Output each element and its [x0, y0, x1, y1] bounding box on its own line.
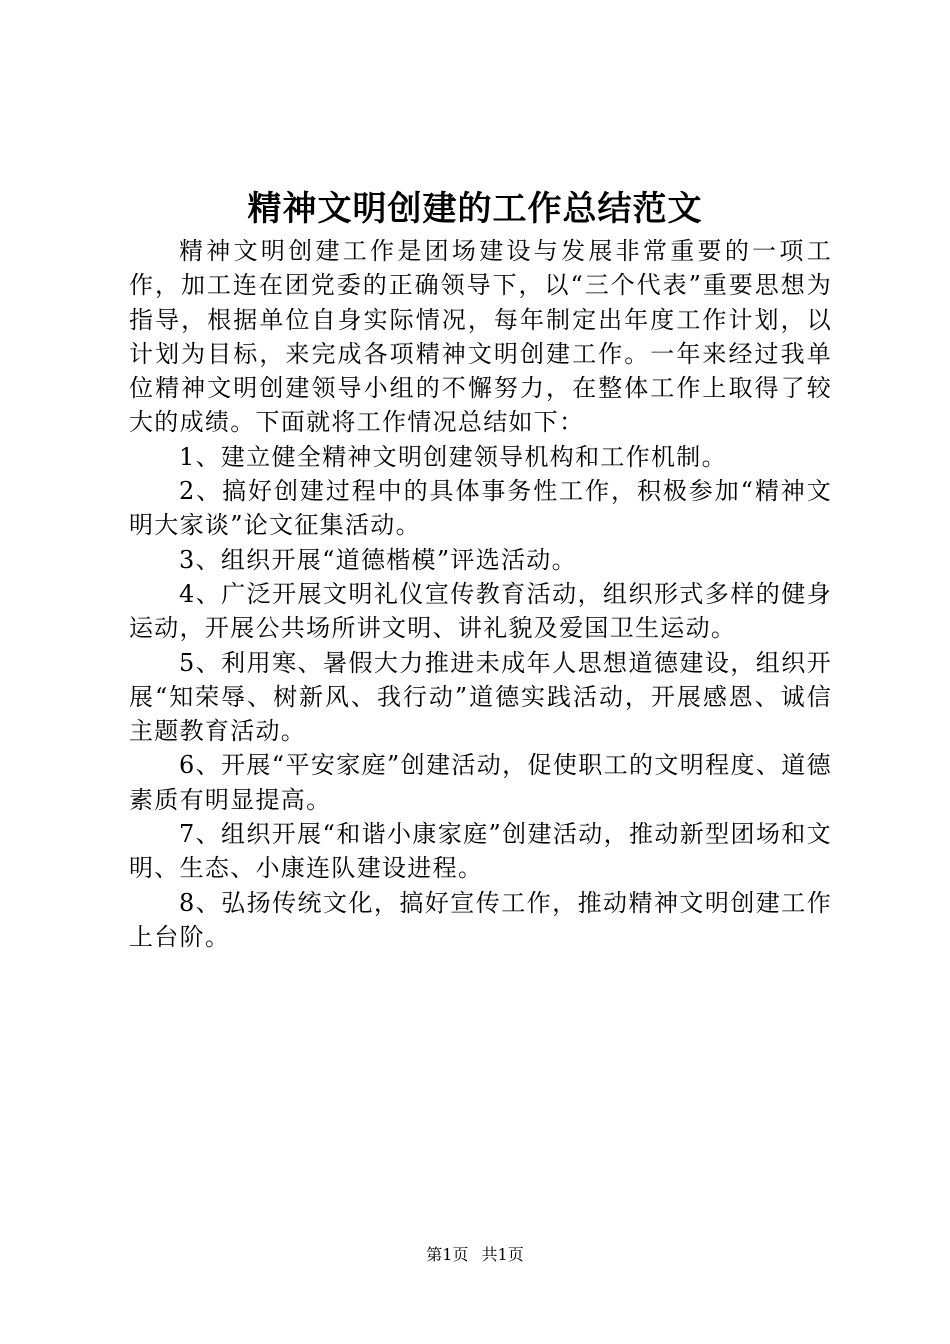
list-item: 8、弘扬传统文化，搞好宣传工作，推动精神文明创建工作上台阶。 — [129, 888, 832, 951]
intro-paragraph: 精神文明创建工作是团场建设与发展非常重要的一项工作，加工连在团党委的正确领导下，以“三个代表”重要思想为指导，根据单位自身实际情况，每年制定出年度工作计划，以计划为目标，来完成各项精神文明创建工作。一年来经过我单位精神文明创建领导小组的不懈努力，在整体工作上取得了较大的成绩。下面就将工作情况总结如下： — [129, 237, 832, 437]
list-item: 6、开展“平安家庭”创建活动，促使职工的文明程度、道德素质有明显提高。 — [129, 751, 832, 814]
document-body — [129, 234, 832, 954]
list-item: 7、组织开展“和谐小康家庭”创建活动，推动新型团场和文明、生态、小康连队建设进程。 — [129, 820, 832, 883]
list-item: 3、组织开展“道德楷模”评选活动。 — [179, 545, 577, 574]
page-total: 共1页 — [481, 1245, 524, 1264]
list-item: 1、建立健全精神文明创建领导机构和工作机制。 — [179, 442, 727, 471]
page-footer — [0, 1244, 950, 1266]
list-item: 5、利用寒、暑假大力推进未成年人思想道德建设，组织开展“知荣辱、树新风、我行动”道德实践活动，开展感恩、诚信主题教育活动。 — [129, 648, 832, 746]
list-item: 2、搞好创建过程中的具体事务性工作，积极参加“精神文明大家谈”论文征集活动。 — [129, 477, 832, 540]
list-item: 4、广泛开展文明礼仪宣传教育活动，组织形式多样的健身运动，开展公共场所讲文明、讲礼貌及爱国卫生运动。 — [129, 579, 832, 643]
document-title: 精神文明创建的工作总结范文 — [247, 189, 703, 229]
page-number: 第1页 — [426, 1245, 469, 1264]
